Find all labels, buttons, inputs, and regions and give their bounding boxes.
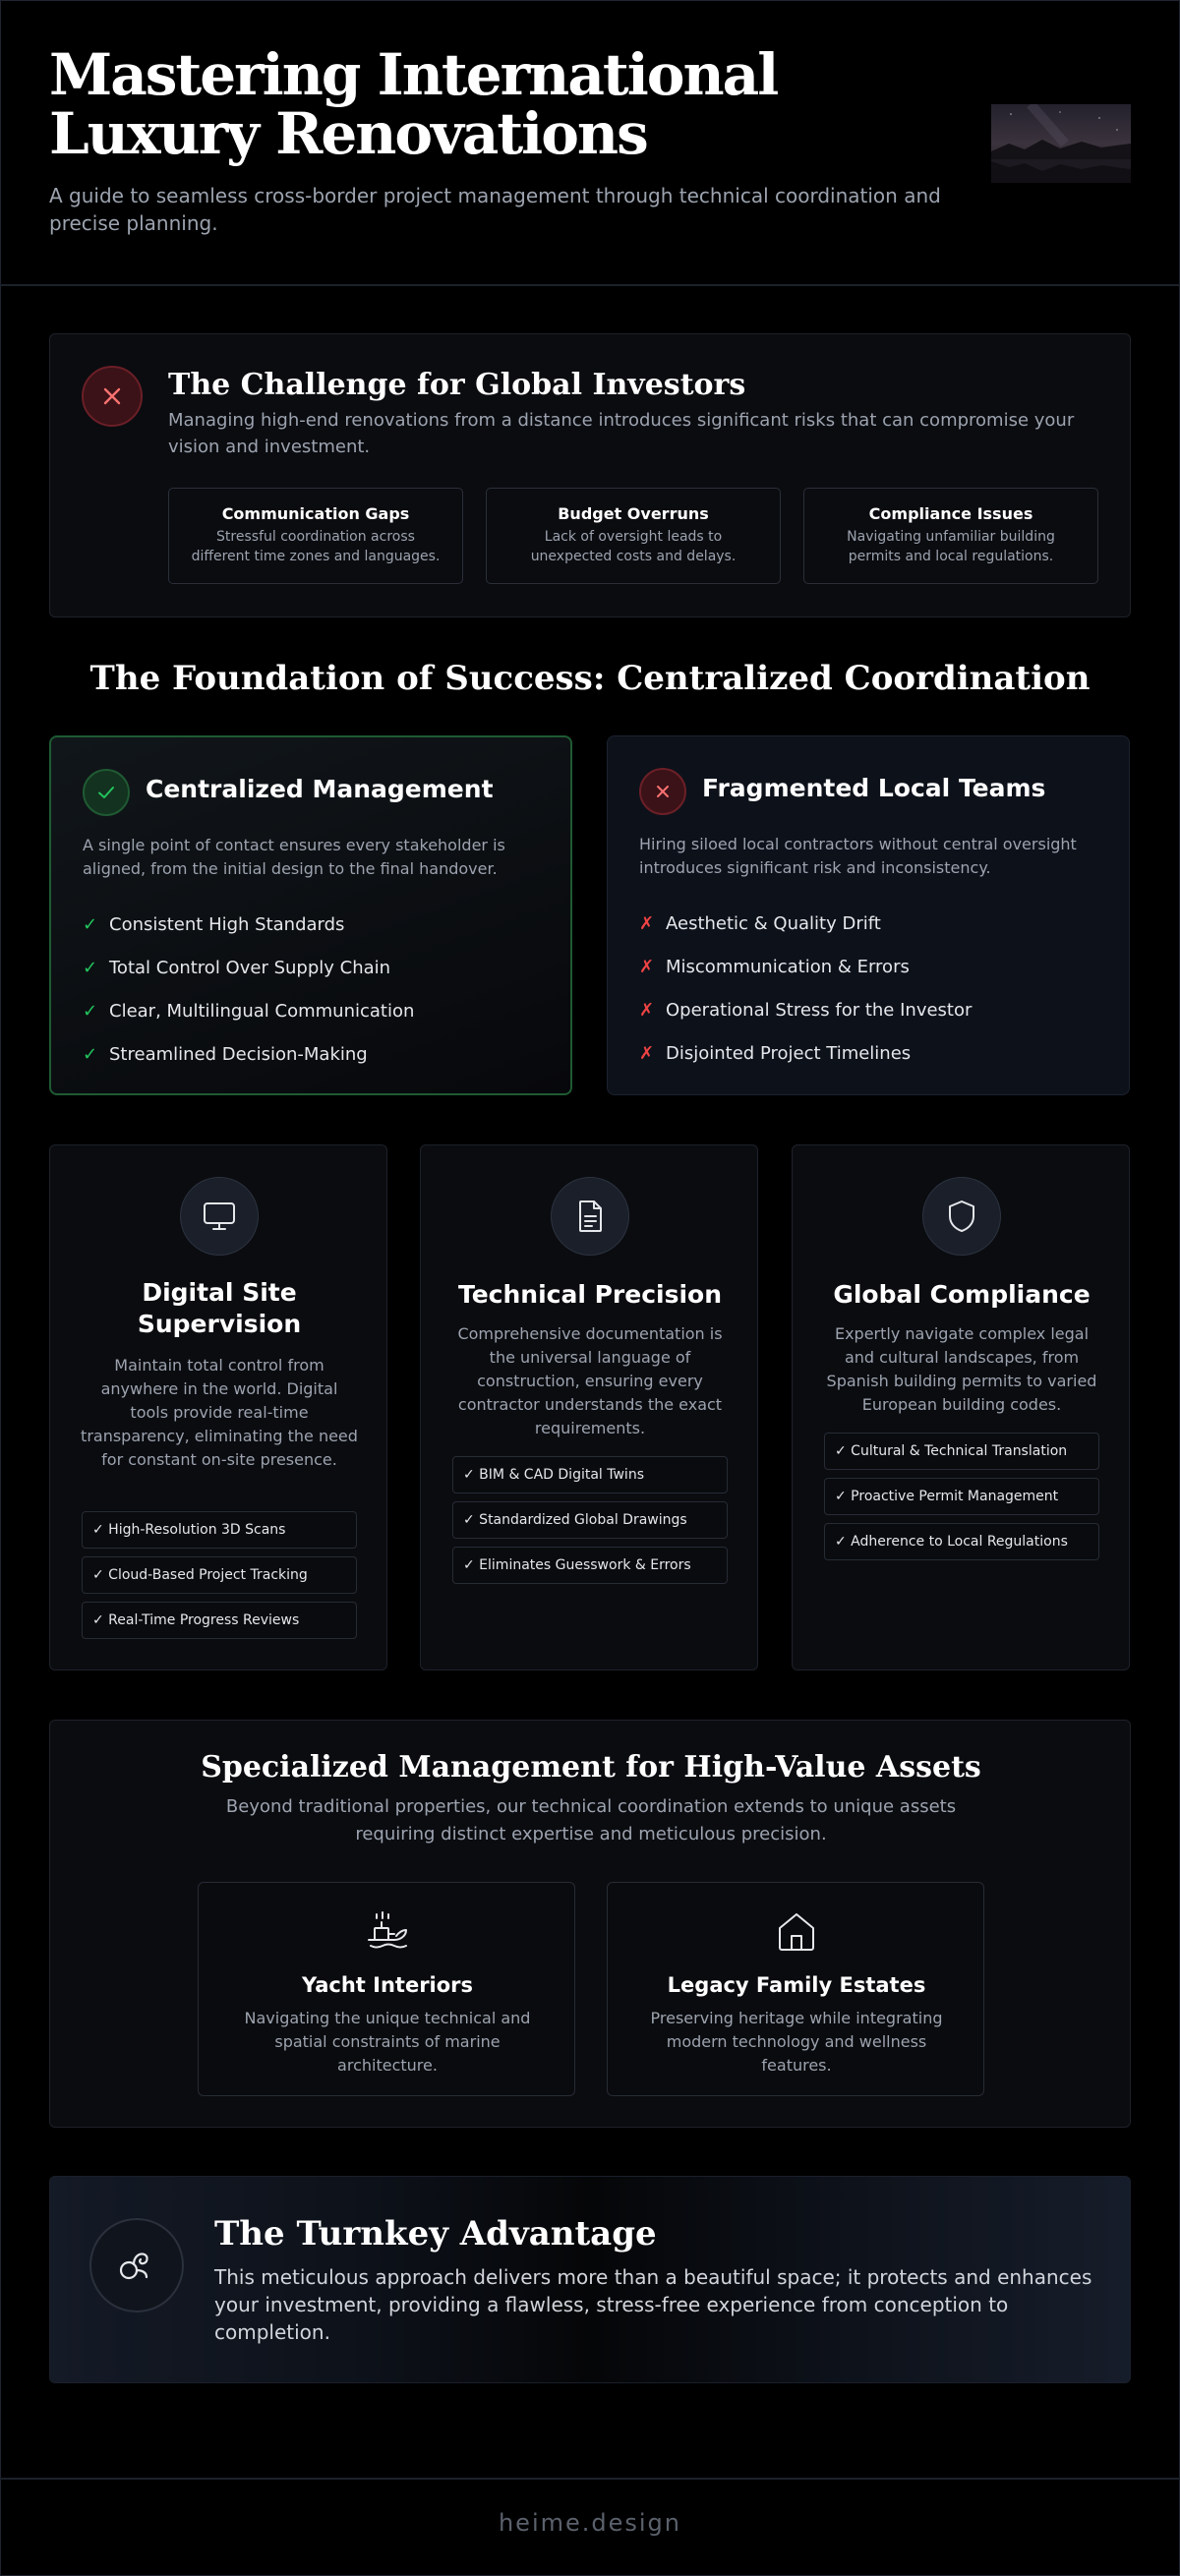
issue-description: Stressful coordination across different time zones and languages. bbox=[191, 529, 441, 564]
risk-list bbox=[639, 902, 972, 1075]
issue-title: Budget Overruns bbox=[558, 504, 709, 523]
feature-chip: ✓ BIM & CAD Digital Twins bbox=[452, 1456, 728, 1493]
feature-title: Digital Site Supervision bbox=[137, 1278, 302, 1338]
hero-title bbox=[49, 41, 934, 167]
list-item bbox=[639, 1031, 972, 1075]
asset-description: Navigating the unique technical and spatial constraints of marine architecture. bbox=[244, 2009, 531, 2075]
feature-description: Maintain total control from anywhere in the world. Digital tools provide real-time transparency, eliminating the need for constant on-site presence. bbox=[81, 1356, 358, 1469]
issue-title: Communication Gaps bbox=[221, 504, 410, 523]
challenge-x-icon bbox=[82, 366, 143, 427]
specialized-assets-section bbox=[49, 1720, 1131, 2128]
compare-description: Hiring siloed local contractors without central oversight introduces significant risk and inconsistency. bbox=[639, 835, 1077, 877]
list-item bbox=[83, 1032, 414, 1076]
list-item bbox=[639, 945, 972, 988]
turnkey-banner bbox=[49, 2176, 1131, 2383]
foundation-title: The Foundation of Success: Centralized Coordination bbox=[89, 659, 1091, 698]
asset-card-estates bbox=[607, 1882, 984, 2096]
hero-title-line-2: Luxury Renovations bbox=[49, 100, 647, 167]
feature-chip: ✓ Proactive Permit Management bbox=[824, 1478, 1099, 1515]
feature-chip: ✓ Cloud-Based Project Tracking bbox=[82, 1556, 357, 1594]
turnkey-description: This meticulous approach delivers more than a beautiful space; it protects and enhances your investment, providing a flawless, stress-free experience from conception to completion. bbox=[214, 2265, 1092, 2344]
issue-card-budget bbox=[486, 488, 781, 584]
asset-description: Preserving heritage while integrating modern technology and wellness features. bbox=[650, 2009, 943, 2075]
feature-title: Technical Precision bbox=[457, 1280, 723, 1309]
feature-card-global-compliance bbox=[792, 1144, 1130, 1670]
challenge-title: The Challenge for Global Investors bbox=[168, 368, 746, 402]
monitor-icon bbox=[180, 1177, 259, 1256]
asset-card-yacht bbox=[198, 1882, 575, 2096]
list-item-label: Consistent High Standards bbox=[109, 913, 345, 935]
feature-list bbox=[452, 1456, 728, 1592]
list-item bbox=[639, 988, 972, 1031]
hero-header bbox=[0, 0, 1180, 286]
feature-chip: ✓ Adherence to Local Regulations bbox=[824, 1523, 1099, 1560]
list-item bbox=[83, 989, 414, 1032]
list-item bbox=[83, 946, 414, 989]
special-description: Beyond traditional properties, our technical coordination extends to unique assets requiring distinct expertise and meticulous precision. bbox=[225, 1796, 957, 1844]
footer bbox=[0, 2478, 1180, 2576]
check-icon: ✓ bbox=[83, 913, 98, 935]
feature-title: Global Compliance bbox=[833, 1280, 1091, 1309]
feature-card-digital-supervision bbox=[49, 1144, 387, 1670]
list-item-label: Operational Stress for the Investor bbox=[666, 999, 973, 1021]
feature-chip: ✓ Cultural & Technical Translation bbox=[824, 1433, 1099, 1470]
issue-card-communication bbox=[168, 488, 463, 584]
list-item-label: Total Control Over Supply Chain bbox=[109, 957, 391, 978]
cross-icon: ✗ bbox=[639, 1042, 655, 1064]
feature-list bbox=[82, 1511, 357, 1647]
special-title: Specialized Management for High-Value Assets bbox=[201, 1750, 981, 1785]
feature-list bbox=[824, 1433, 1099, 1568]
hero-landscape-image bbox=[991, 104, 1131, 183]
challenge-section bbox=[49, 333, 1131, 617]
issue-description: Navigating unfamiliar building permits and local regulations. bbox=[847, 529, 1055, 564]
centralized-management-card bbox=[49, 735, 572, 1095]
cross-icon: ✗ bbox=[639, 999, 655, 1021]
benefit-list bbox=[83, 903, 414, 1076]
list-item-label: Clear, Multilingual Communication bbox=[109, 1000, 415, 1022]
list-item-label: Miscommunication & Errors bbox=[666, 956, 910, 977]
compare-description: A single point of contact ensures every stakeholder is aligned, from the initial design to the final handover. bbox=[83, 836, 505, 878]
handshake-icon bbox=[89, 2218, 184, 2313]
ship-icon bbox=[363, 1906, 412, 1956]
check-icon: ✓ bbox=[83, 1000, 98, 1022]
asset-title: Yacht Interiors bbox=[301, 1973, 474, 1997]
issue-description: Lack of oversight leads to unexpected costs and delays. bbox=[530, 529, 737, 564]
hero-subtitle: A guide to seamless cross-border project management through technical coordination and precise planning. bbox=[49, 184, 941, 235]
challenge-description: Managing high-end renovations from a distance introduces significant risks that can compromise your vision and investment. bbox=[168, 410, 1075, 457]
feature-chip: ✓ Standardized Global Drawings bbox=[452, 1501, 728, 1539]
feature-card-technical-precision bbox=[420, 1144, 758, 1670]
cross-icon: ✗ bbox=[639, 912, 655, 934]
footer-brand-link[interactable]: heime.design bbox=[498, 2509, 682, 2537]
check-icon: ✓ bbox=[83, 1043, 98, 1065]
list-item-label: Streamlined Decision-Making bbox=[109, 1043, 368, 1065]
shield-icon bbox=[922, 1177, 1001, 1256]
cross-icon: ✗ bbox=[639, 956, 655, 977]
feature-description: Comprehensive documentation is the universal language of construction, ensuring every contractor understands the exact requirements. bbox=[457, 1324, 723, 1437]
hero-title-line-1: Mastering International bbox=[49, 41, 778, 108]
turnkey-title: The Turnkey Advantage bbox=[214, 2214, 657, 2254]
list-item-label: Aesthetic & Quality Drift bbox=[666, 912, 881, 934]
feature-chip: ✓ Real-Time Progress Reviews bbox=[82, 1602, 357, 1639]
feature-chip: ✓ High-Resolution 3D Scans bbox=[82, 1511, 357, 1549]
x-circle-icon bbox=[639, 768, 686, 815]
list-item-label: Disjointed Project Timelines bbox=[666, 1042, 912, 1064]
check-circle-icon bbox=[83, 769, 130, 816]
feature-chip: ✓ Eliminates Guesswork & Errors bbox=[452, 1547, 728, 1584]
check-icon: ✓ bbox=[83, 957, 98, 978]
fragmented-teams-card bbox=[607, 735, 1130, 1095]
list-item bbox=[83, 903, 414, 946]
night-mountains-illustration bbox=[991, 104, 1131, 183]
issue-card-compliance bbox=[803, 488, 1098, 584]
issue-title: Compliance Issues bbox=[868, 504, 1033, 523]
home-icon bbox=[772, 1906, 821, 1956]
compare-title: Centralized Management bbox=[146, 775, 494, 803]
feature-description: Expertly navigate complex legal and cultural landscapes, from Spanish building permits to varied European building codes. bbox=[826, 1324, 1097, 1414]
document-icon bbox=[551, 1177, 629, 1256]
list-item bbox=[639, 902, 972, 945]
asset-title: Legacy Family Estates bbox=[667, 1973, 926, 1997]
compare-title: Fragmented Local Teams bbox=[702, 774, 1046, 802]
